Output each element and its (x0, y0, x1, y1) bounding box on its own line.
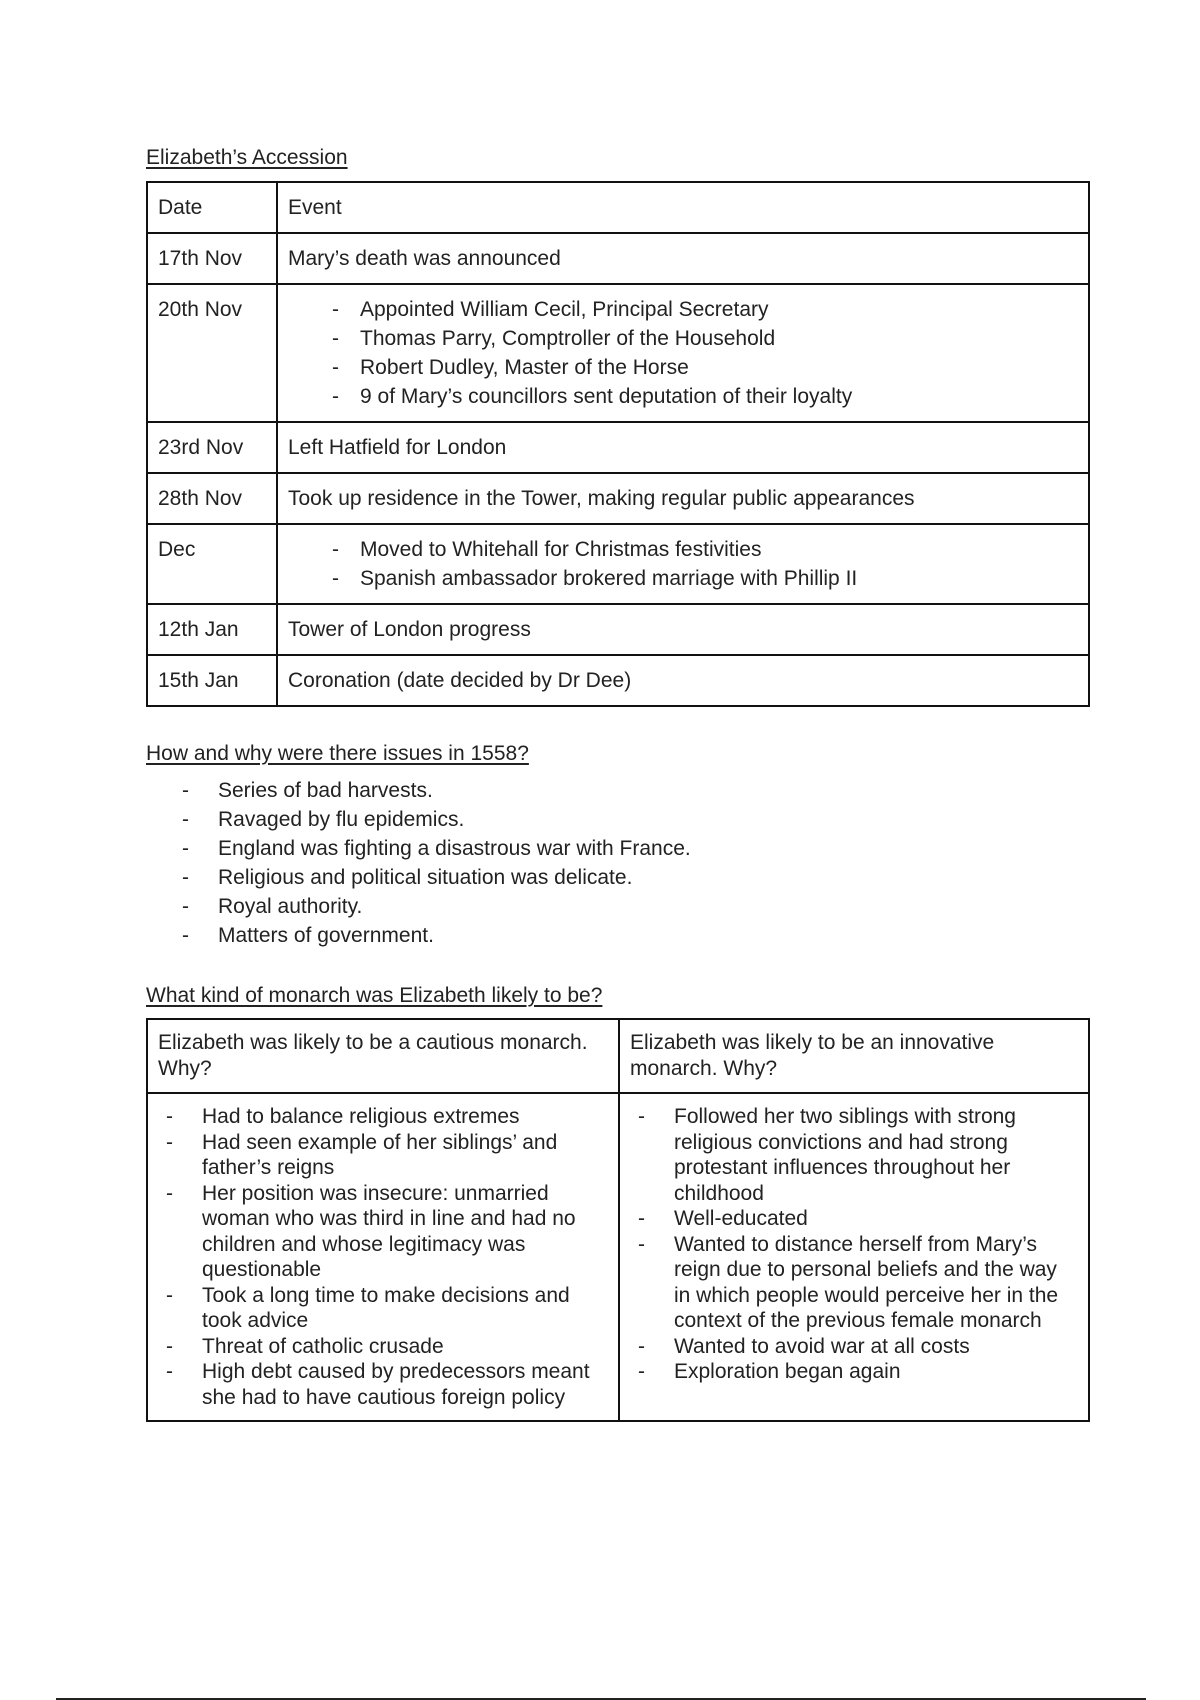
list-item: - Robert Dudley, Master of the Horse (288, 353, 1078, 382)
row-date: Dec (147, 524, 277, 604)
table-row (147, 233, 1089, 284)
accession-table (146, 181, 1090, 707)
list-item: - Wanted to distance herself from Mary’s reign due to personal beliefs and the way in which people would perceive her in the context of the previous female monarch (630, 1232, 1078, 1334)
date-header: Date (147, 182, 277, 233)
table-header-row (147, 182, 1089, 233)
row-event: Left Hatfield for London (277, 422, 1089, 473)
table-row (147, 524, 1089, 604)
list-item: - Moved to Whitehall for Christmas festivities (288, 535, 1078, 564)
monarch-table (146, 1018, 1090, 1422)
list-item: - Ravaged by flu epidemics. (146, 805, 1046, 834)
list-item: - Matters of government. (146, 921, 1046, 950)
row-event: Took up residence in the Tower, making regular public appearances (277, 473, 1089, 524)
cautious-reasons (147, 1093, 619, 1421)
list-item: - Exploration began again (630, 1359, 1078, 1385)
row-event: Mary’s death was announced (277, 233, 1089, 284)
row-date: 17th Nov (147, 233, 277, 284)
row-date: 15th Jan (147, 655, 277, 706)
row-event: Coronation (date decided by Dr Dee) (277, 655, 1089, 706)
innovative-reasons (619, 1093, 1089, 1421)
monarch-heading: What kind of monarch was Elizabeth likely to be? (146, 984, 603, 1007)
list-item: - Royal authority. (146, 892, 1046, 921)
list-item: - Appointed William Cecil, Principal Secretary (288, 295, 1078, 324)
table-row (147, 422, 1089, 473)
event-header: Event (277, 182, 1089, 233)
list-item: - High debt caused by predecessors meant she had to have cautious foreign policy (158, 1359, 608, 1410)
row-date: 12th Jan (147, 604, 277, 655)
list-item: - Had seen example of her siblings’ and father’s reigns (158, 1130, 608, 1181)
list-item: - 9 of Mary’s councillors sent deputation of their loyalty (288, 382, 1078, 411)
table-row (147, 655, 1089, 706)
row-date: 23rd Nov (147, 422, 277, 473)
list-item: - Spanish ambassador brokered marriage with Phillip II (288, 564, 1078, 593)
table-row (147, 473, 1089, 524)
list-item: - Wanted to avoid war at all costs (630, 1334, 1078, 1360)
table-row (147, 604, 1089, 655)
issues-list-container (146, 776, 1046, 950)
issues-heading: How and why were there issues in 1558? (146, 742, 529, 765)
list-item: - Religious and political situation was delicate. (146, 863, 1046, 892)
list-item: - Thomas Parry, Comptroller of the Household (288, 324, 1078, 353)
list-item: - Well-educated (630, 1206, 1078, 1232)
row-event: Tower of London progress (277, 604, 1089, 655)
list-item: - Took a long time to make decisions and took advice (158, 1283, 608, 1334)
list-item: - England was fighting a disastrous war with France. (146, 834, 1046, 863)
list-item: - Series of bad harvests. (146, 776, 1046, 805)
row-date: 20th Nov (147, 284, 277, 422)
list-item: - Threat of catholic crusade (158, 1334, 608, 1360)
list-item: - Her position was insecure: unmarried woman who was third in line and had no children and whose legitimacy was questionable (158, 1181, 608, 1283)
row-event-list (277, 284, 1089, 422)
innovative-header: Elizabeth was likely to be an innovative monarch. Why? (619, 1019, 1089, 1093)
accession-heading: Elizabeth’s Accession (146, 146, 348, 169)
table-row (147, 1093, 1089, 1421)
row-date: 28th Nov (147, 473, 277, 524)
cautious-header: Elizabeth was likely to be a cautious monarch. Why? (147, 1019, 619, 1093)
row-event-list (277, 524, 1089, 604)
issues-list (146, 776, 1046, 950)
list-item: - Followed her two siblings with strong religious convictions and had strong protestant influences throughout her childhood (630, 1104, 1078, 1206)
table-header-row (147, 1019, 1089, 1093)
table-row (147, 284, 1089, 422)
list-item: - Had to balance religious extremes (158, 1104, 608, 1130)
